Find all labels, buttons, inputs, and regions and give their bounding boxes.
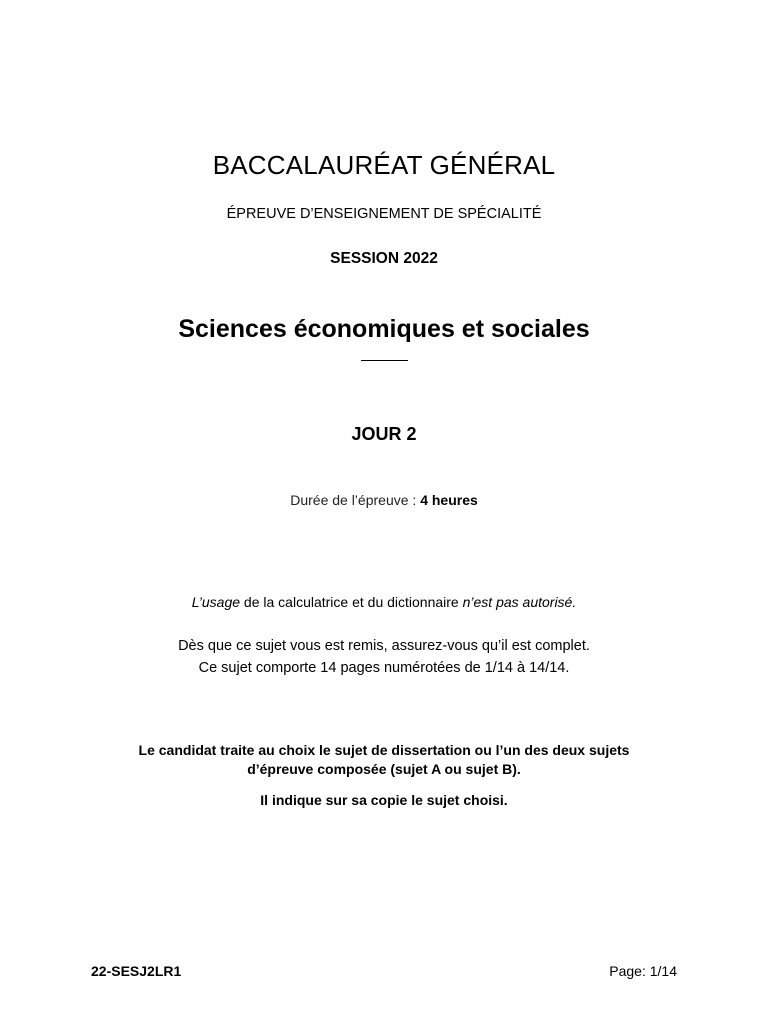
subject-choice-indication: Il indique sur sa copie le sujet choisi. xyxy=(260,792,508,808)
usage-middle: de la calculatrice et du dictionnaire xyxy=(243,594,459,610)
usage-end: n’est pas autorisé. xyxy=(458,594,577,610)
subject-choice-line-1: Le candidat traite au choix le sujet de dissertation ou l’un des deux sujets xyxy=(138,742,630,758)
exam-subtitle: ÉPREUVE D’ENSEIGNEMENT DE SPÉCIALITÉ xyxy=(226,206,542,222)
exam-duration xyxy=(0,492,768,508)
page-count-notice: Ce sujet comporte 14 pages numérotées de 1/14 à 14/14. xyxy=(198,660,570,676)
usage-start: L’usage xyxy=(191,594,244,610)
title-divider xyxy=(361,360,408,361)
exam-day: JOUR 2 xyxy=(351,424,417,444)
duration-value: 4 heures xyxy=(420,492,478,508)
duration-label: Durée de l’épreuve : xyxy=(290,492,421,508)
exam-title: BACCALAURÉAT GÉNÉRAL xyxy=(212,150,556,180)
subject-name: Sciences économiques et sociales xyxy=(178,315,590,343)
page-number: Page: 1/14 xyxy=(609,963,677,979)
subject-choice-line-2: d’épreuve composée (sujet A ou sujet B). xyxy=(247,761,521,777)
completeness-notice: Dès que ce sujet vous est remis, assurez-vous qu’il est complet. xyxy=(178,638,590,654)
exam-code: 22-SESJ2LR1 xyxy=(91,963,182,979)
exam-session: SESSION 2022 xyxy=(330,250,438,267)
calculator-usage-notice xyxy=(0,594,768,610)
